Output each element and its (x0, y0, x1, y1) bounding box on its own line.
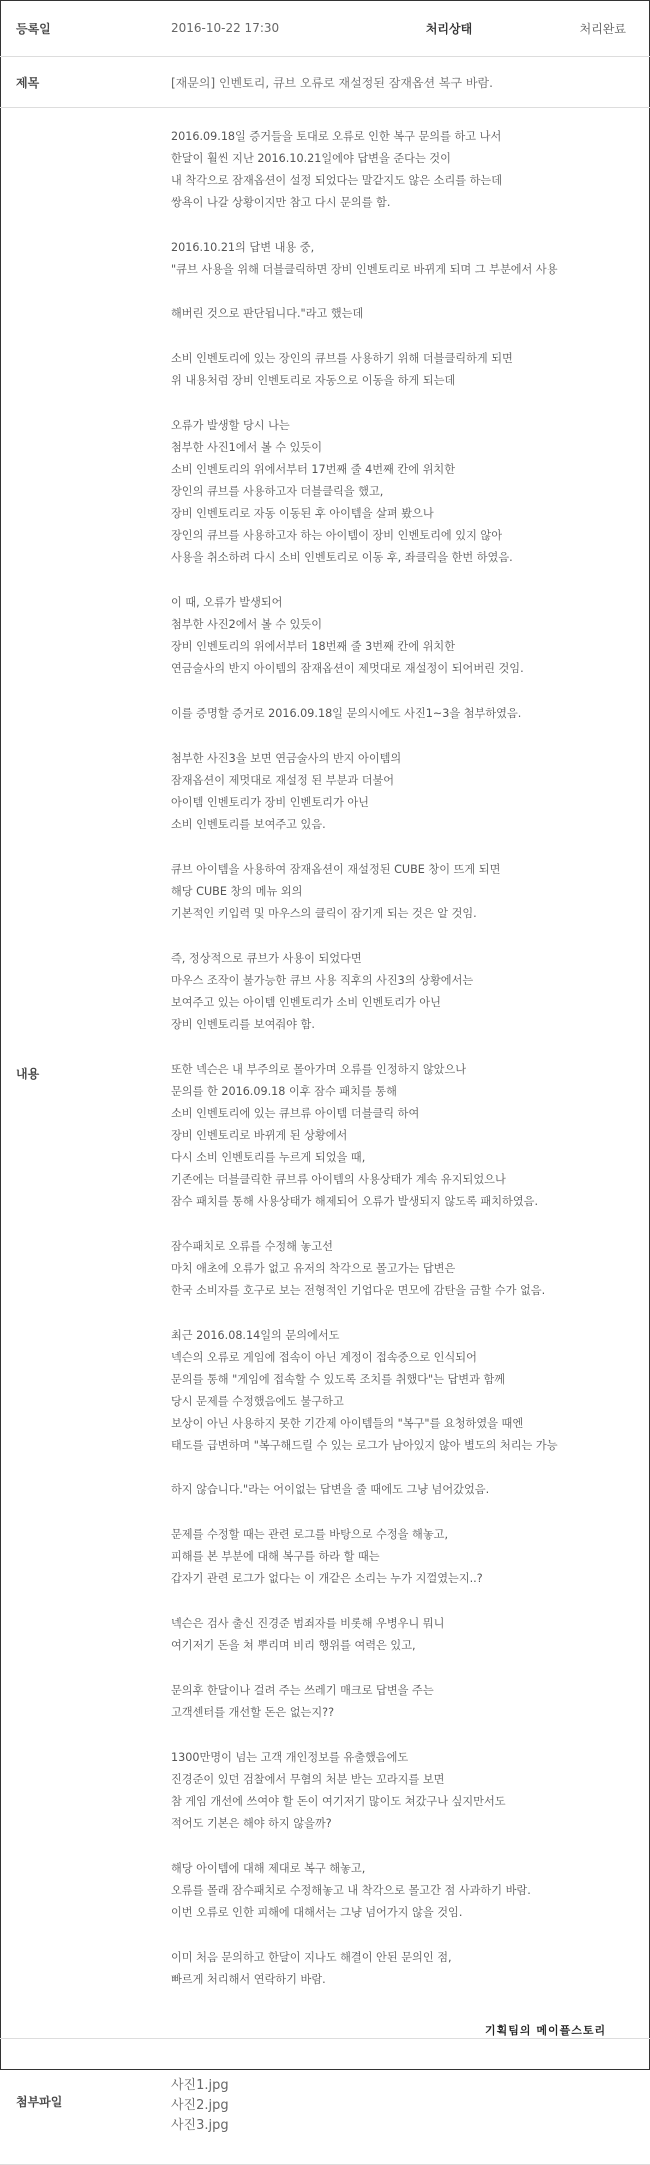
status-value: 처리완료 (535, 0, 650, 57)
content-paragraph: 1300만명이 넘는 고객 개인정보를 유출했음에도 진경준이 있던 검찰에서 무혐의 처분 받는 꼬라지를 보면 참 게임 개선에 쓰여야 할 돈이 여기저기 많이도 쳐갔구나 싶지만서도 적어도 기본은 해야 하지 않을까? (171, 1751, 506, 1830)
content-paragraph: 최근 2016.08.14일의 문의에서도 넥슨의 오류로 게임에 접속이 아닌 계정이 접속중으로 인식되어 문의를 통해 "게임에 접속할 수 있도록 조치를 취했다"는 답변과 함께 당시 문제를 수정했음에도 불구하고 보상이 아닌 사용하지 못한 기간제 아이템들의 "복구"를 요청하였을 때엔 태도를 급변하며 "복구해드릴 수 있는 로그가 남아있지 않아 별도의 처리는 가능 하지 않습니다."라는 어이없는 답변을 줄 때에도 그냥 넘어갔었음. (171, 1329, 558, 1496)
subject-text: [재문의] 인벤토리, 큐브 오류로 재설정된 잠재옵션 복구 바람. (151, 57, 650, 108)
content-paragraph: 즉, 정상적으로 큐브가 사용이 되었다면 마우스 조작이 불가능한 큐브 사용 직후의 사진3의 상황에서는 보여주고 있는 아이템 인벤토리가 소비 인벤토리가 아닌 장비 인벤토리를 보여줘야 함. (171, 952, 474, 1031)
content-paragraph: 2016.09.18일 증거들을 토대로 오류로 인한 복구 문의를 하고 나서 한달이 훨씬 지난 2016.10.21일에야 답변을 준다는 것이 내 착각으로 잠재옵션이 설정 되었다는 말같지도 않은 소리를 하는데 쌍욕이 나갈 상황이지만 참고 다시 문의를 함. (171, 130, 503, 209)
content-row (0, 108, 650, 2039)
content-label: 내용 (0, 108, 151, 2039)
reg-date-value: 2016-10-22 17:30 (151, 0, 363, 57)
content-paragraph: 넥슨은 검사 출신 진경준 범죄자를 비롯해 우병우니 뭐니 여기저기 돈을 쳐 뿌리며 비리 행위를 여력은 있고, (171, 1617, 445, 1652)
content-body (151, 108, 650, 2039)
content-paragraph: 이미 처음 문의하고 한달이 지나도 해결이 안된 문의인 점, 빠르게 처리해서 연락하기 바람. (171, 1951, 452, 1986)
content-paragraph: 이를 증명할 증거로 2016.09.18일 문의시에도 사진1~3을 첨부하였음. (171, 707, 522, 720)
content-paragraph: 잠수패치로 오류를 수정해 놓고선 마치 애초에 오류가 없고 유저의 착각으로 몰고가는 답변은 한국 소비자를 호구로 보는 전형적인 기업다운 면모에 감탄을 금할 수가 없음. (171, 1240, 546, 1297)
content-paragraph: 문제를 수정할 때는 관련 로그를 바탕으로 수정을 해놓고, 피해를 본 부분에 대해 복구를 하라 할 때는 갑자기 관련 로그가 없다는 이 개같은 소리는 누가 지껄였는지..? (171, 1528, 483, 1585)
registration-row (0, 0, 650, 57)
content-paragraph: 소비 인벤토리에 있는 장인의 큐브를 사용하기 위해 더블클릭하게 되면 위 내용처럼 장비 인벤토리로 자동으로 이동을 하게 되는데 (171, 352, 513, 387)
subject-row (0, 57, 650, 108)
attachment-row (0, 2039, 650, 2165)
watermark-text: 기획팀의 메이플스토리 (485, 2024, 607, 2037)
content-paragraph: 첨부한 사진3을 보면 연금술사의 반지 아이템의 잠재옵션이 제멋대로 재설정 된 부분과 더불어 아이템 인벤토리가 장비 인벤토리가 아닌 소비 인벤토리를 보여주고 있음. (171, 752, 402, 831)
attachment-file-link[interactable]: 사진2.jpg (171, 2098, 229, 2113)
content-paragraph: 해당 아이템에 대해 제대로 복구 해놓고, 오류를 몰래 잠수패치로 수정해놓고 내 착각으로 몰고간 점 사과하기 바람. 이번 오류로 인한 피해에 대해서는 그냥 넘어가지 않을 것임. (171, 1862, 531, 1919)
subject-label: 제목 (0, 57, 151, 108)
content-paragraph: 큐브 아이템을 사용하여 잠재옵션이 재설정된 CUBE 창이 뜨게 되면 해당 CUBE 창의 메뉴 외의 기본적인 키입력 및 마우스의 클릭이 잠기게 되는 것은 알 것임. (171, 863, 501, 920)
content-paragraph: 오류가 발생할 당시 나는 첨부한 사진1에서 볼 수 있듯이 소비 인벤토리의 위에서부터 17번째 줄 4번째 칸에 위치한 장인의 큐브를 사용하고자 더블클릭을 했고, 장비 인벤토리로 자동 이동된 후 아이템을 살펴 봤으나 장인의 큐브를 사용하고자 하는 아이템이 장비 인벤토리에 있지 않아 사용을 취소하려 다시 소비 인벤토리로 이동 후, 좌클릭을 한번 하였음. (171, 419, 513, 564)
attachment-list (151, 2039, 650, 2165)
reg-date-label: 등록일 (0, 0, 151, 57)
attachment-label: 첨부파일 (0, 2039, 151, 2165)
attachment-file-link[interactable]: 사진3.jpg (171, 2118, 229, 2133)
status-label: 처리상태 (363, 0, 535, 57)
content-paragraph: 2016.10.21의 답변 내용 중, "큐브 사용을 위해 더블클릭하면 장비 인벤토리로 바뀌게 되며 그 부분에서 사용 해버린 것으로 판단됩니다."라고 했는데 (171, 241, 558, 320)
content-paragraph: 이 때, 오류가 발생되어 첨부한 사진2에서 볼 수 있듯이 장비 인벤토리의 위에서부터 18번째 줄 3번째 칸에 위치한 연금술사의 반지 아이템의 잠재옵션이 제멋대로 재설정이 되어버린 것임. (171, 596, 524, 675)
attachment-file-link[interactable]: 사진1.jpg (171, 2078, 229, 2093)
content-paragraph: 또한 넥슨은 내 부주의로 몰아가며 오류를 인정하지 않았으나 문의를 한 2016.09.18 이후 잠수 패치를 통해 소비 인벤토리에 있는 큐브류 아이템 더블클릭 하여 장비 인벤토리로 바뀌게 된 상황에서 다시 소비 인벤토리를 누르게 되었을 때, 기존에는 더블클릭한 큐브류 아이템의 사용상태가 계속 유지되었으나 잠수 패치를 통해 사용상태가 해제되어 오류가 발생되지 않도록 패치하였음. (171, 1063, 539, 1208)
content-paragraph: 문의후 한달이나 걸려 주는 쓰레기 매크로 답변을 주는 고객센터를 개선할 돈은 없는지?? (171, 1684, 434, 1719)
